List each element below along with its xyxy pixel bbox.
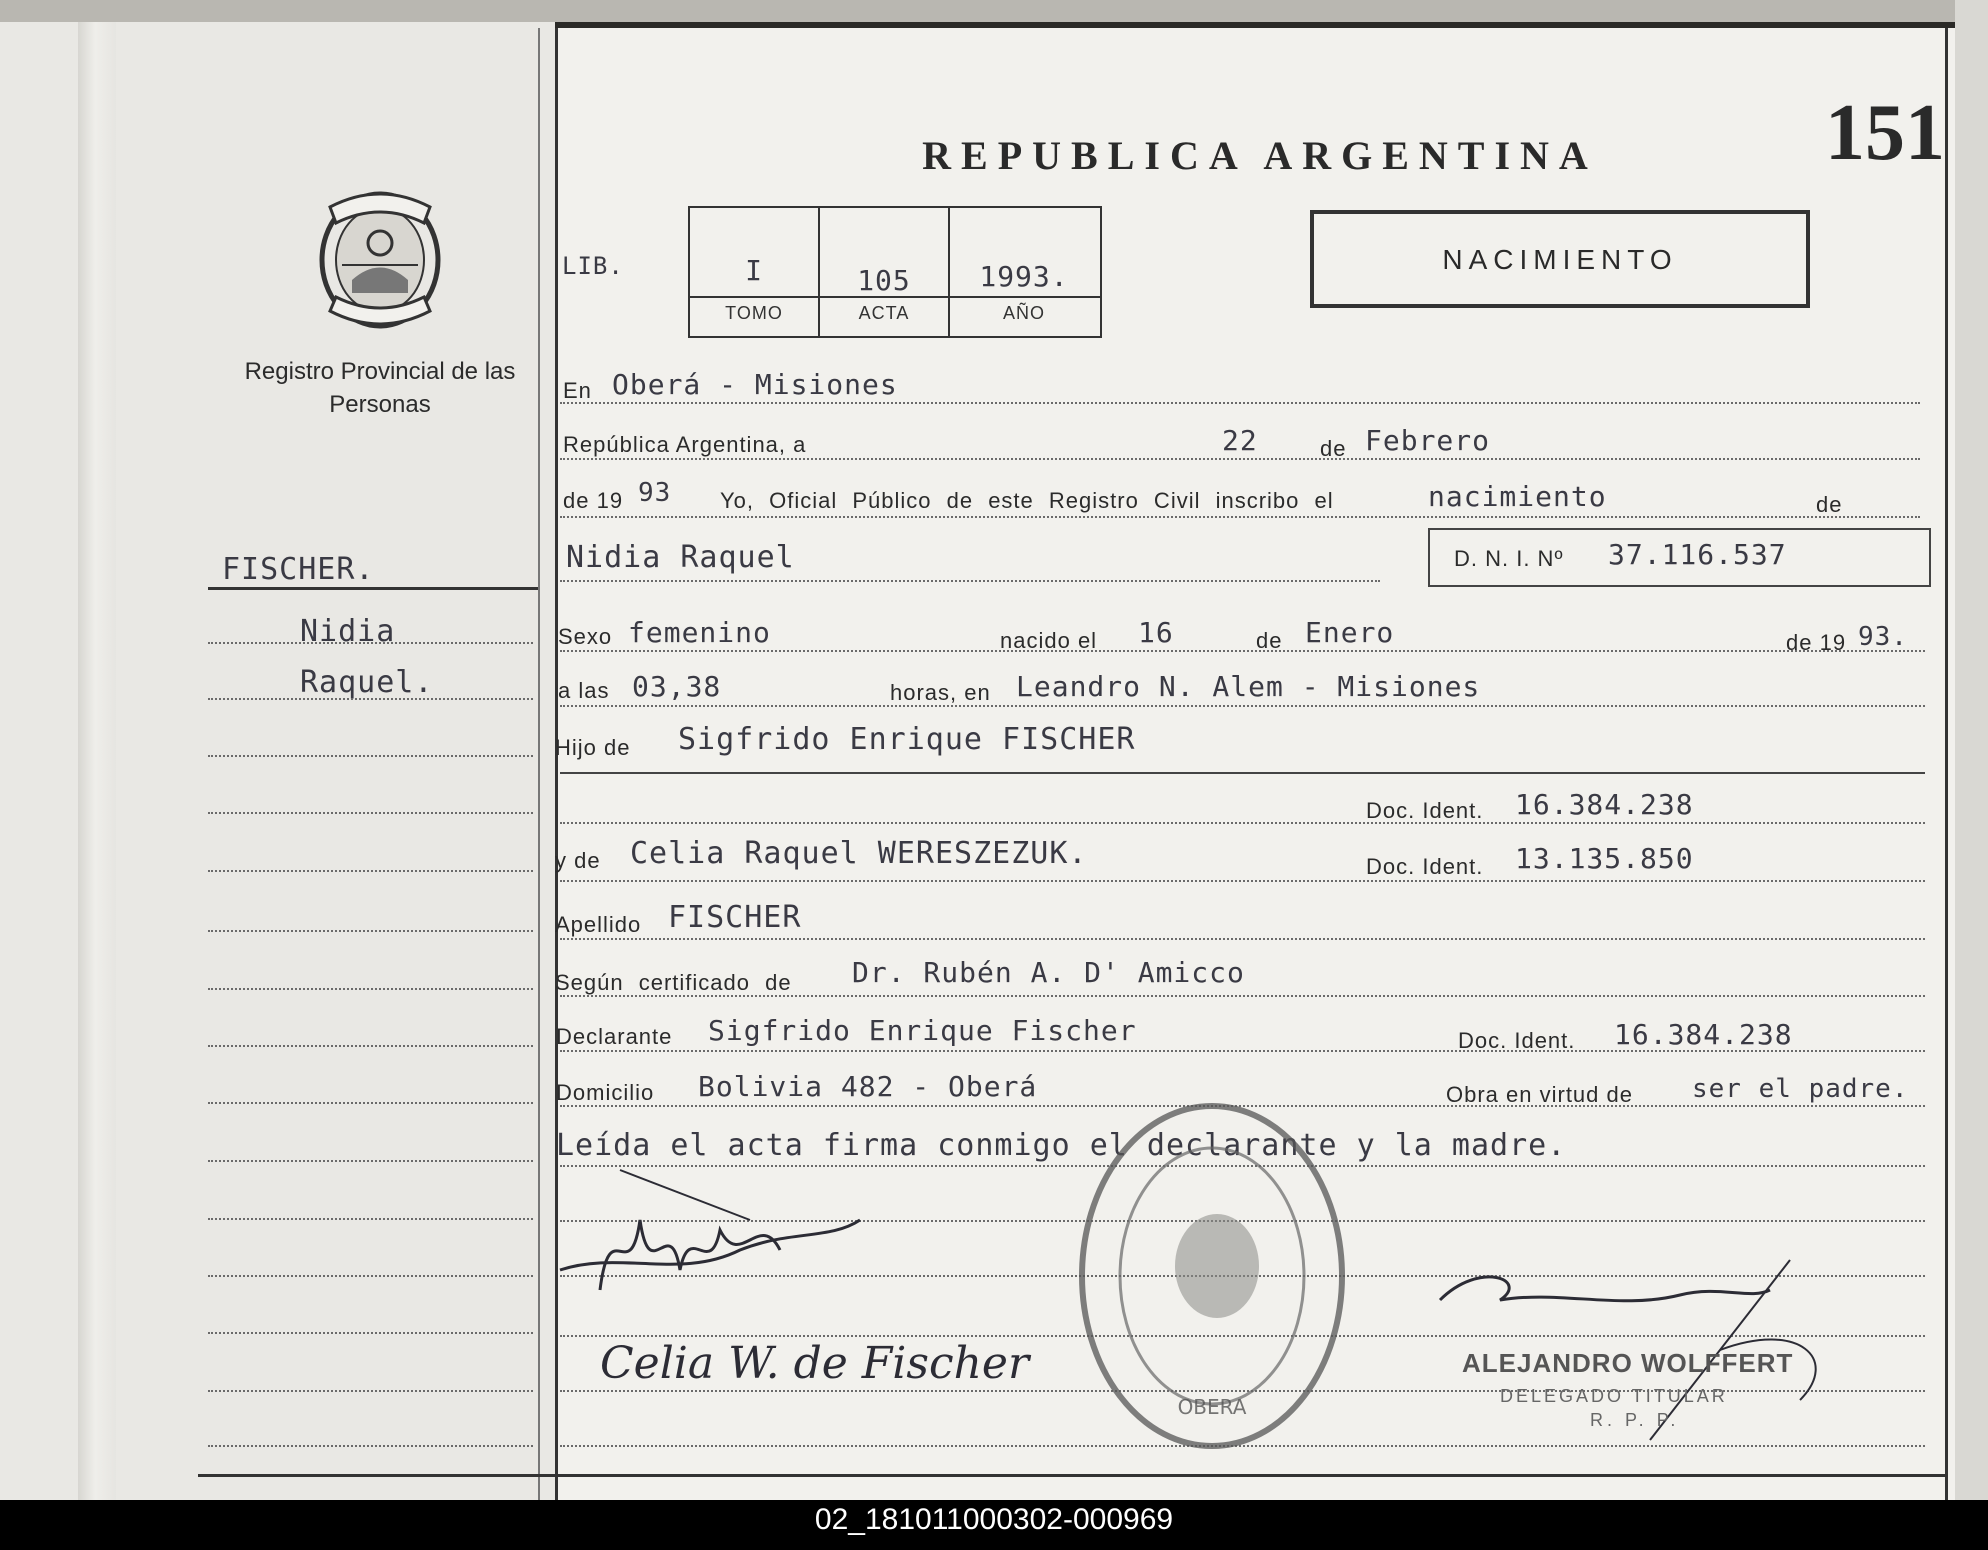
country-title: REPUBLICA ARGENTINA [922, 133, 1598, 178]
bottom-rule [198, 1474, 1948, 1477]
domicilio-value: Bolivia 482 - Oberá [698, 1070, 1038, 1103]
nacido-label: nacido el [1000, 628, 1098, 653]
birth-month-value: Enero [1305, 616, 1395, 649]
horas-label: horas, en [890, 680, 991, 705]
acta-value: 105 [857, 264, 911, 297]
time-value: 03,38 [632, 670, 722, 703]
margin-line [208, 1045, 533, 1047]
anio-value: 1993. [979, 260, 1069, 293]
declarante-doc-value: 16.384.238 [1614, 1018, 1793, 1051]
lib-code: LIB. [562, 252, 624, 280]
segun-label: Según certificado de [555, 970, 792, 995]
margin-line [208, 1102, 533, 1104]
month-value: Febrero [1365, 424, 1491, 457]
margin-given-2: Raquel. [300, 665, 434, 700]
record-type-box: NACIMIENTO [1310, 210, 1810, 308]
form-line [560, 822, 1925, 824]
year-suffix: 93 [638, 478, 672, 508]
declarante-label: Declarante [556, 1024, 673, 1049]
file-id: 02_181011000302-000969 [814, 1503, 1174, 1536]
hijo-label: Hijo de [555, 735, 631, 760]
book-top-edge [0, 0, 1988, 22]
margin-line [208, 1445, 533, 1447]
form-line [560, 938, 1925, 940]
de-label: de [1320, 436, 1347, 461]
birth-month-label: de [1256, 628, 1283, 653]
day-value: 22 [1222, 424, 1258, 457]
apellido-label: Apellido [555, 912, 642, 937]
declarante-doc-label: Doc. Ident. [1458, 1028, 1576, 1053]
y-de-label: y de [555, 848, 601, 873]
margin-line [208, 1332, 533, 1334]
birth-year-prefix: de 19 [1786, 630, 1847, 655]
de-label-2: de [1816, 492, 1843, 517]
margin-surname: FISCHER. [222, 552, 375, 587]
margin-line [208, 988, 533, 990]
tomo-value: I [745, 254, 763, 287]
margin-line [208, 930, 533, 932]
form-line [560, 880, 1925, 882]
a-las-label: a las [558, 678, 610, 703]
domicilio-label: Domicilio [556, 1080, 655, 1105]
margin-line [208, 642, 533, 644]
sexo-label: Sexo [558, 624, 613, 649]
book-spine [78, 22, 116, 1500]
margin-line [208, 755, 533, 757]
form-line [560, 458, 1920, 460]
certificado-value: Dr. Rubén A. D' Amicco [852, 956, 1245, 989]
birth-year-suffix: 93. [1858, 622, 1908, 652]
form-line [560, 772, 1925, 774]
obra-label: Obra en virtud de [1446, 1082, 1633, 1107]
father-value: Sigfrido Enrique FISCHER [678, 722, 1136, 757]
place-value: Oberá - Misiones [612, 368, 898, 401]
obra-value: ser el padre. [1692, 1074, 1909, 1104]
year-prefix: de 19 [563, 488, 624, 513]
anio-label: AÑO [1002, 303, 1045, 323]
tomo-label: TOMO [725, 303, 783, 323]
dni-label: D. N. I. Nº [1454, 546, 1564, 571]
yo-text: Yo, Oficial Público de este Registro Civil inscribo el [720, 488, 1334, 513]
margin-line [208, 1160, 533, 1162]
form-line [560, 650, 1925, 652]
en-label: En [563, 378, 592, 403]
registry-name: Registro Provincial de las Personas [244, 358, 516, 418]
page-number: 151 [1825, 89, 1945, 177]
republica-label: República Argentina, a [563, 432, 807, 457]
sexo-value: femenino [628, 616, 771, 649]
margin-line [208, 1390, 533, 1392]
form-line [560, 705, 1925, 707]
mother-doc-value: 13.135.850 [1515, 842, 1694, 875]
margin-line [208, 812, 533, 814]
father-doc-value: 16.384.238 [1515, 788, 1694, 821]
official-org: R. P. P. [1590, 1410, 1680, 1430]
right-rule [1945, 28, 1948, 1500]
father-doc-label: Doc. Ident. [1366, 798, 1484, 823]
form-line [560, 516, 1920, 518]
margin-line [208, 870, 533, 872]
margin-line [208, 1275, 533, 1277]
registry-seal-stamp [1072, 1096, 1352, 1456]
child-name-value: Nidia Raquel [566, 540, 795, 575]
page-edge [1955, 0, 1988, 1500]
misiones-coat-of-arms-icon [312, 185, 448, 335]
dni-value: 37.116.537 [1608, 538, 1787, 571]
stamp-city: OBERA [1177, 1395, 1247, 1419]
birth-day-value: 16 [1138, 616, 1174, 649]
mother-signature: Celia W. de Fischer [600, 1338, 1029, 1389]
form-line [560, 580, 1380, 582]
official-title: DELEGADO TITULAR [1500, 1386, 1728, 1406]
apellido-value: FISCHER [668, 900, 802, 935]
declarante-value: Sigfrido Enrique Fischer [708, 1014, 1137, 1047]
birth-place-value: Leandro N. Alem - Misiones [1016, 670, 1481, 703]
record-kind-value: nacimiento [1428, 480, 1607, 513]
margin-surname-rule [208, 587, 538, 590]
margin-given-1: Nidia [300, 614, 396, 649]
leida-text: Leída el acta firma conmigo el declarante y la madre. [556, 1128, 1567, 1163]
mother-doc-label: Doc. Ident. [1366, 854, 1484, 879]
form-line [560, 402, 1920, 404]
acta-label: ACTA [858, 303, 910, 323]
official-name: ALEJANDRO WOLFFERT [1462, 1348, 1794, 1378]
margin-line [208, 1218, 533, 1220]
margin-line [208, 698, 533, 700]
mother-value: Celia Raquel WERESZEZUK. [630, 836, 1088, 871]
declarant-signature [540, 1150, 880, 1310]
